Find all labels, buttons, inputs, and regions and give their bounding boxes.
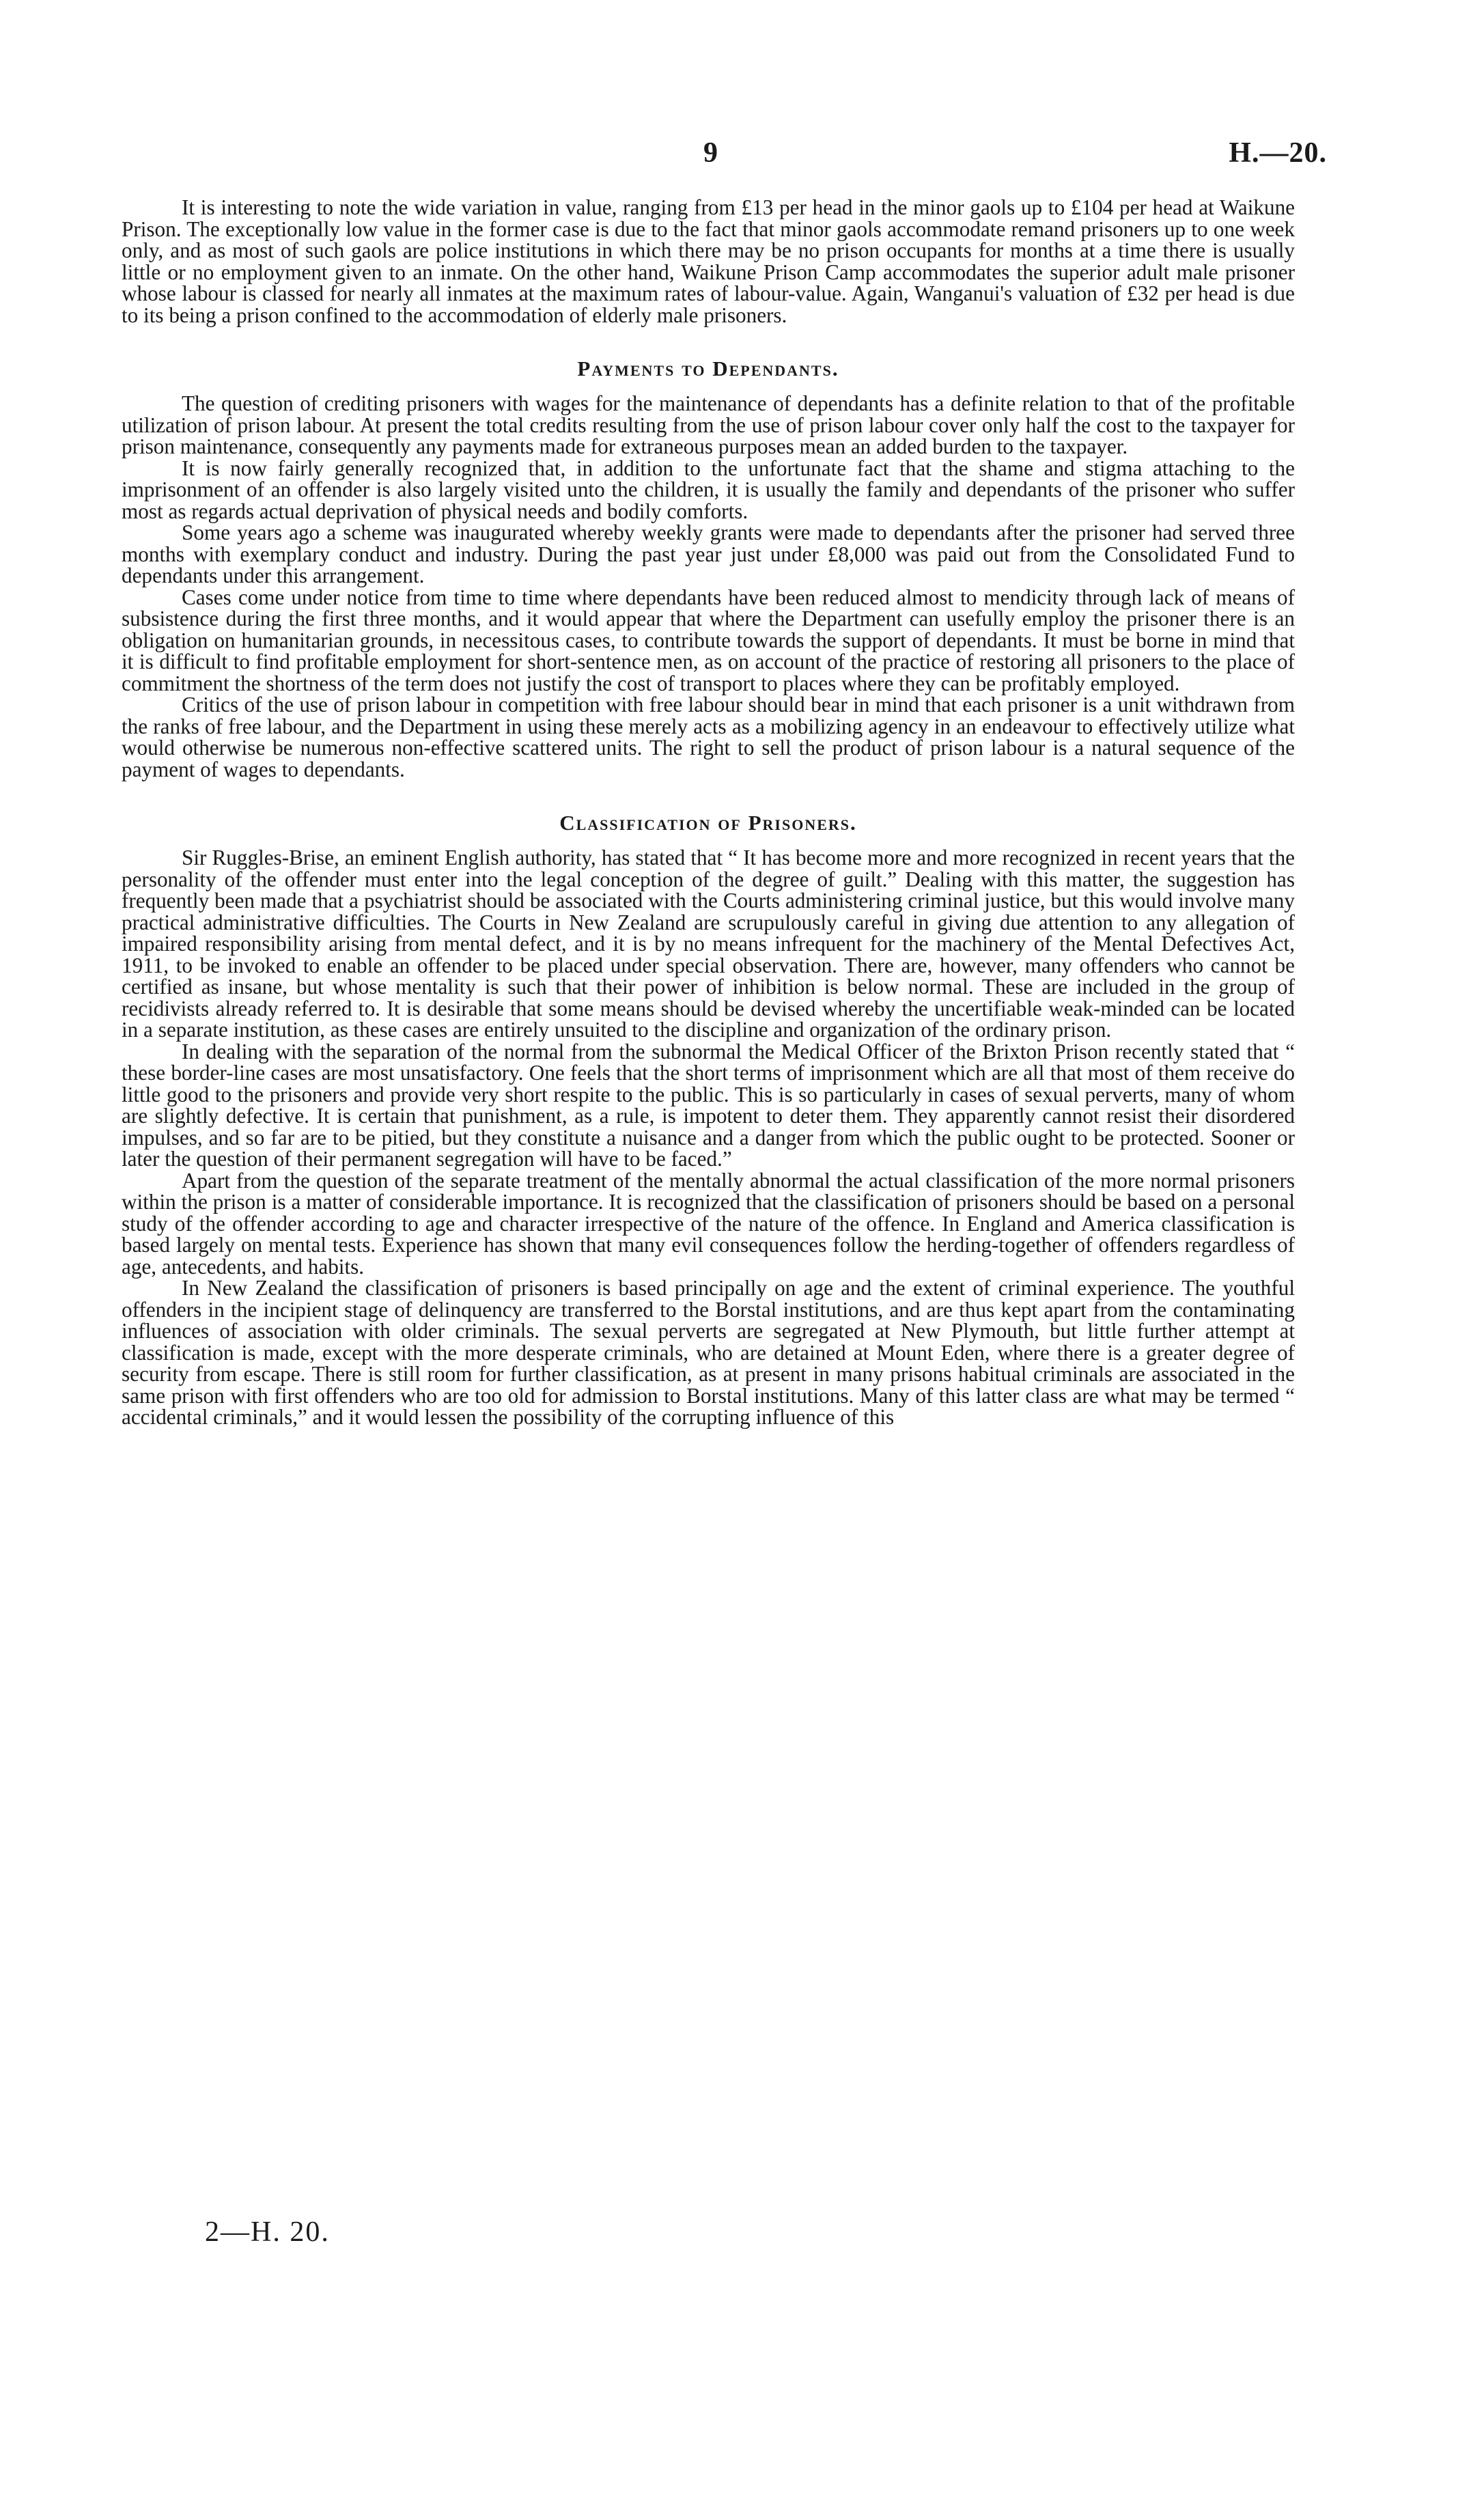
payments-paragraph: Critics of the use of prison labour in competition with free labour should bear in mind that each prisoner is a unit withdrawn from the ranks of free labour, and the Department in using these merely acts as a mobilizing agency in an endeavour to effectively utilize what would otherwise be numerous non-effective scattered units. The right to sell the product of prison labour is a natural sequence of the payment of wages to dependants.: [122, 693, 1295, 781]
section-heading-classification: Classification of Prisoners.: [559, 811, 857, 835]
classification-paragraph: Sir Ruggles-Brise, an eminent English authority, has stated that “ It has become more and more recognized in recent years that the personality of the offender must enter into the legal conception of the degree of guilt.” Dealing with this matter, the suggestion has frequently been made that a psychiatrist should be associated with the Courts administering criminal justice, but this would involve many practical administrative difficulties. The Courts in New Zealand are scrupulously careful in giving due attention to any allegation of impaired responsibility arising from mental defect, and it is by no means infrequent for the machinery of the Mental Defectives Act, 1911, to be invoked to enable an offender to be placed under special observation. There are, however, many offenders who cannot be certified as insane, but whose mentality is such that their power of inhibition is below normal. These are included in the group of recidivists already referred to. It is desirable that some means should be devised whereby the uncertifiable weak-minded can be located in a separate institution, as these cases are entirely unsuited to the discipline and organization of the ordinary prison.: [122, 846, 1295, 1042]
document-reference: H.—20.: [1229, 137, 1327, 169]
classification-paragraph: In New Zealand the classification of prisoners is based principally on age and the extent of criminal experience. The youthful offenders in the incipient stage of delinquency are transferred to the Borstal institutions, and are thus kept apart from the contaminating influences of association with older criminals. The sexual perverts are segregated at New Plymouth, but little further attempt at classification is made, except with the more desperate criminals, who are detained at Mount Eden, where there is a greater degree of security from escape. There is still room for further classification, as at present in many prisons habitual criminals are associated in the same prison with first offenders who are too old for admission to Borstal institutions. Many of this latter class are what may be termed “ accidental criminals,” and it would lessen the possibility of the corrupting influence of this: [122, 1276, 1295, 1429]
intro-paragraph: It is interesting to note the wide variation in value, ranging from £13 per head in the minor gaols up to £104 per head at Waikune Prison. The exceptionally low value in the former case is due to the fact that minor gaols accommodate remand prisoners up to one week only, and as most of such gaols are police institutions in which there may be no prison occupants for months at a time there is usually little or no employment given to an inmate. On the other hand, Waikune Prison Camp accommodates the superior adult male prisoner whose labour is classed for nearly all inmates at the maximum rates of labour-value. Again, Wanganui's valuation of £32 per head is due to its being a prison confined to the accommodation of elderly male prisoners.: [122, 195, 1295, 327]
payments-paragraph: Some years ago a scheme was inaugurated whereby weekly grants were made to dependants after the prisoner had served three months with exemplary conduct and industry. During the past year just under £8,000 was paid out from the Consolidated Fund to dependants under this arrangement.: [122, 520, 1295, 587]
classification-paragraph: Apart from the question of the separate treatment of the mentally abnormal the actual classification of the more normal prisoners within the prison is a matter of considerable importance. It is recognized that the classification of prisoners should be based on a personal study of the offender according to age and character irrespective of the nature of the offence. In England and America classification is based largely on mental tests. Experience has shown that many evil consequences follow the herding-together of offenders regardless of age, antecedents, and habits.: [122, 1168, 1295, 1279]
payments-paragraph: Cases come under notice from time to time where dependants have been reduced almost to mendicity through lack of means of subsistence during the first three months, and it would appear that where the Department can usefully employ the prisoner there is an obligation on humanitarian grounds, in necessitous cases, to contribute towards the support of dependants. It must be borne in mind that it is difficult to find profitable employment for short-sentence men, as on account of the practice of restoring all prisoners to the place of commitment the shortness of the term does not justify the cost of transport to places where they can be profitably employed.: [122, 585, 1295, 695]
payments-paragraph: The question of crediting prisoners with wages for the maintenance of dependants has a definite relation to that of the profitable utilization of prison labour. At present the total credits resulting from the use of prison labour cover only half the cost to the taxpayer for prison maintenance, consequently any payments made for extraneous purposes mean an added burden to the taxpayer.: [122, 391, 1295, 458]
classification-paragraph: In dealing with the separation of the normal from the subnormal the Medical Officer of the Brixton Prison recently stated that “ these border-line cases are most unsatisfactory. One feels that the short terms of imprisonment which are all that most of them receive do little good to the prisoners and provide very short respite to the public. This is so particularly in cases of sexual perverts, many of whom are slightly defective. It is certain that punishment, as a rule, is impotent to deter them. They apparently cannot resist their disordered impulses, and so far are to be pitied, but they constitute a nuisance and a danger from which the public ought to be protected. Sooner or later the question of their permanent segregation will have to be faced.”: [122, 1039, 1295, 1171]
payments-paragraph: It is now fairly generally recognized that, in addition to the unfortunate fact that the shame and stigma attaching to the imprisonment of an offender is also largely visited unto the children, it is usually the family and dependants of the prisoner who suffer most as regards actual deprivation of physical needs and bodily comforts.: [122, 456, 1295, 523]
section-heading-payments: Payments to Dependants.: [577, 357, 839, 380]
footer-signature: 2—H. 20.: [205, 2216, 330, 2248]
page-number: 9: [703, 137, 718, 169]
page-body: [122, 197, 1295, 1428]
